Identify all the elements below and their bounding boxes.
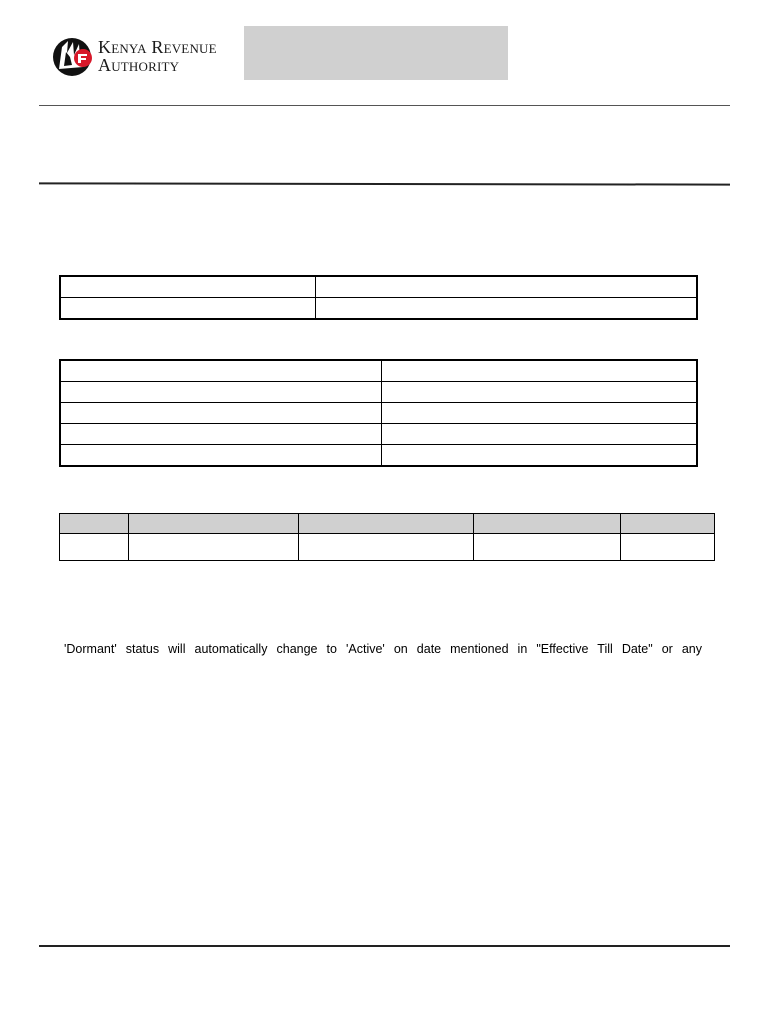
status-table (59, 513, 715, 561)
kra-logo (50, 33, 235, 81)
table-row (60, 403, 697, 424)
table-cell (474, 534, 621, 561)
table-cell (60, 382, 382, 403)
table-header-row (60, 514, 715, 534)
table-header-cell (621, 514, 715, 534)
table-row (60, 298, 697, 320)
logo-text-line2: Authority (98, 55, 180, 75)
table-cell (382, 424, 698, 445)
table-cell (382, 445, 698, 467)
info-table-1 (59, 275, 698, 320)
logo-text-line1: Kenya Revenue (98, 37, 217, 57)
table-cell (60, 445, 382, 467)
table-row (60, 360, 697, 382)
header-rule (39, 105, 730, 106)
dormant-status-notice: 'Dormant' status will automatically change to 'Active' on date mentioned in "Effective Till Date" or any (64, 642, 702, 656)
title-rule (39, 182, 730, 185)
table-header-cell (129, 514, 299, 534)
table-cell (382, 360, 698, 382)
lion-head-logo-icon (50, 33, 98, 81)
table-cell (60, 298, 316, 320)
table-row (60, 382, 697, 403)
table-cell (382, 382, 698, 403)
table-cell (60, 424, 382, 445)
footer-rule (39, 945, 730, 947)
title-box (244, 26, 508, 80)
table-cell (60, 276, 316, 298)
table-cell (129, 534, 299, 561)
table-cell (316, 298, 698, 320)
table-row (60, 534, 715, 561)
table-row (60, 445, 697, 467)
table-header-cell (60, 514, 129, 534)
table-cell (60, 403, 382, 424)
table-cell (60, 534, 129, 561)
table-cell (316, 276, 698, 298)
table-cell (60, 360, 382, 382)
table-row (60, 276, 697, 298)
table-header-cell (474, 514, 621, 534)
info-table-2 (59, 359, 698, 467)
table-header-cell (299, 514, 474, 534)
table-cell (621, 534, 715, 561)
table-row (60, 424, 697, 445)
table-cell (299, 534, 474, 561)
table-cell (382, 403, 698, 424)
